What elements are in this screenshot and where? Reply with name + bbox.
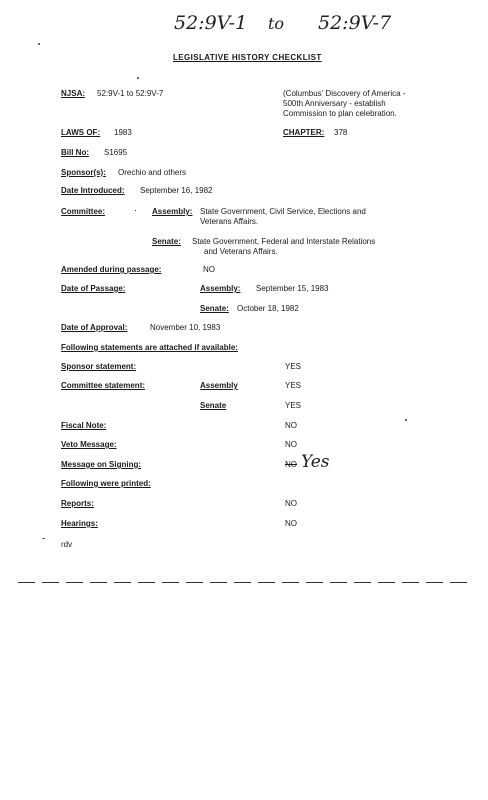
description-line-3: Commission to plan celebration.	[283, 109, 397, 118]
handwritten-citation-end: 52:9V-7	[318, 12, 392, 34]
committee-senate-line-2: and Veterans Affairs.	[204, 247, 278, 256]
approval-value: November 10, 1983	[150, 323, 221, 332]
message-on-signing-value: NO	[285, 460, 297, 469]
reports-label: Reports:	[61, 499, 94, 508]
date-introduced-value: September 16, 1982	[140, 186, 213, 195]
amended-value: NO	[203, 265, 215, 274]
veto-message-label: Veto Message:	[61, 440, 117, 449]
committee-statement-label: Committee statement:	[61, 381, 146, 390]
amended-label: Amended during passage:	[61, 265, 162, 274]
committee-statement-assembly-value: YES	[285, 381, 302, 390]
fiscal-note-label: Fiscal Note:	[61, 421, 107, 430]
fiscal-note-value: NO	[285, 421, 297, 430]
sponsors-label: Sponsor(s):	[61, 168, 106, 177]
page-title: LEGISLATIVE HISTORY CHECKLIST	[173, 53, 322, 62]
scan-speck	[38, 43, 40, 45]
description-line-1: (Columbus' Discovery of America -	[283, 89, 406, 98]
committee-senate-line-1: State Government, Federal and Interstate Relations	[192, 237, 376, 246]
passage-senate-label: Senate:	[200, 304, 229, 313]
passage-assembly-value: September 15, 1983	[256, 284, 329, 293]
sponsors-value: Orechio and others	[118, 168, 187, 177]
reports-value: NO	[285, 499, 297, 508]
committee-assembly-label: Assembly:	[152, 207, 193, 216]
committee-senate-label: Senate:	[152, 237, 181, 246]
date-introduced-label: Date Introduced:	[61, 186, 125, 195]
laws-of-value: 1983	[114, 128, 132, 137]
committee-statement-senate-label: Senate	[200, 401, 227, 410]
chapter-value: 378	[334, 128, 348, 137]
scan-speck	[42, 538, 45, 539]
message-on-signing-label: Message on Signing:	[61, 460, 142, 469]
passage-senate-value: October 18, 1982	[237, 304, 299, 313]
sponsor-statement-label: Sponsor statement:	[61, 362, 137, 371]
message-on-signing-handwritten: Yes	[301, 452, 330, 472]
handwritten-to: to	[268, 14, 285, 33]
hearings-label: Hearings:	[61, 519, 98, 528]
scan-speck	[405, 419, 407, 421]
committee-assembly-line-2: Veterans Affairs.	[200, 217, 259, 226]
hearings-value: NO	[285, 519, 297, 528]
laws-of-label: LAWS OF:	[61, 128, 101, 137]
committee-assembly-line-1: State Government, Civil Service, Elections and	[200, 207, 366, 216]
handwritten-citation-start: 52:9V-1	[174, 12, 248, 34]
statements-heading: Following statements are attached if available:	[61, 343, 238, 352]
scan-speck	[137, 77, 139, 79]
njsa-value: 52:9V-1 to 52:9V-7	[97, 89, 164, 98]
committee-statement-assembly-label: Assembly	[200, 381, 238, 390]
chapter-label: CHAPTER:	[283, 128, 325, 137]
passage-assembly-label: Assembly:	[200, 284, 241, 293]
sponsor-statement-value: YES	[285, 362, 302, 371]
clerk-initials: rdv	[61, 540, 73, 549]
passage-label: Date of Passage:	[61, 284, 126, 293]
printed-heading: Following were printed:	[61, 479, 151, 488]
approval-label: Date of Approval:	[61, 323, 128, 332]
description-line-2: 500th Anniversary - establish	[283, 99, 386, 108]
committee-label: Committee:	[61, 207, 106, 216]
bill-no-label: Bill No:	[61, 148, 89, 157]
njsa-label: NJSA:	[61, 89, 86, 98]
veto-message-value: NO	[285, 440, 297, 449]
bill-no-value: S1695	[104, 148, 128, 157]
committee-statement-senate-value: YES	[285, 401, 302, 410]
bullet-mark: ·	[134, 205, 137, 215]
